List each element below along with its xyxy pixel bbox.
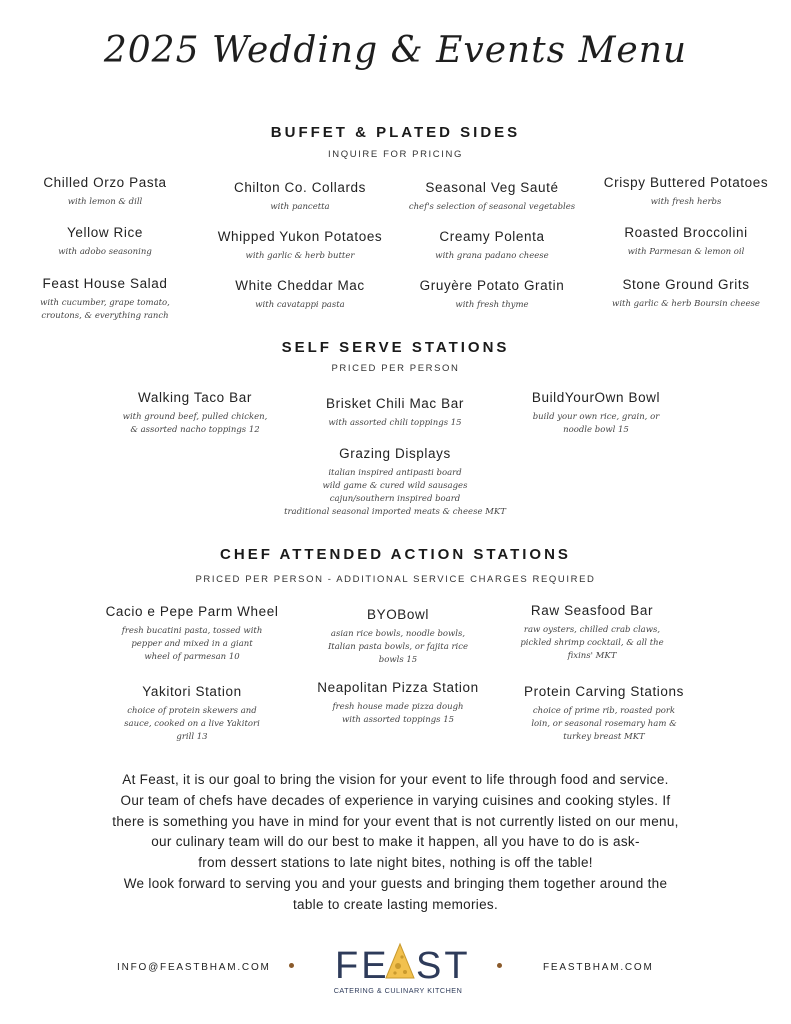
menu-item: [288, 680, 508, 727]
menu-item: [82, 604, 302, 664]
sides-subheading: INQUIRE FOR PRICING: [328, 149, 463, 160]
menu-item: [82, 684, 302, 744]
item-description: italian inspired antipasti board wild game & cured wild sausages cajun/southern inspired board traditional seasonal imported meats & cheese MKT: [284, 468, 506, 517]
menu-item: [482, 603, 702, 663]
item-description: fresh house made pizza dough with assorted toppings 15: [332, 702, 464, 725]
item-description: with grana padano cheese: [435, 251, 549, 261]
item-description: fresh bucatini pasta, tossed with pepper and mixed in a giant wheel of parmesan 10: [121, 626, 263, 662]
svg-text:CATERING & CULINARY KITCHEN: CATERING & CULINARY KITCHEN: [333, 986, 463, 995]
item-description: with garlic & herb butter: [245, 251, 355, 261]
item-name: Walking Taco Bar: [138, 390, 252, 405]
item-name: Yellow Rice: [67, 225, 143, 240]
item-name: Whipped Yukon Potatoes: [217, 229, 383, 244]
menu-item: [588, 175, 784, 209]
item-description: asian rice bowls, noodle bowls, Italian pasta bowls, or fajita rice bowls 15: [327, 629, 469, 665]
item-description: with fresh herbs: [650, 197, 722, 207]
bullet-dot-icon: [289, 963, 294, 968]
menu-item: [195, 180, 405, 214]
menu-item: [245, 446, 545, 519]
menu-item: [486, 390, 706, 437]
self-serve-subheading: PRICED PER PERSON: [331, 363, 460, 374]
menu-item: [392, 278, 592, 312]
item-description: choice of prime rib, roasted pork loin, or seasonal rosemary ham & turkey breast MKT: [531, 706, 677, 742]
item-name: Gruyère Potato Gratin: [419, 278, 565, 293]
item-name: BuildYourOwn Bowl: [531, 390, 661, 405]
item-name: Crispy Buttered Potatoes: [603, 175, 769, 190]
item-description: with garlic & herb Boursin cheese: [612, 299, 760, 309]
footer-website[interactable]: FEASTBHAM.COM: [543, 962, 654, 973]
menu-item: [85, 390, 305, 437]
footer-email[interactable]: INFO@FEASTBHAM.COM: [117, 962, 271, 973]
item-name: Yakitori Station: [142, 684, 242, 699]
item-description: with adobo seasoning: [58, 247, 152, 257]
menu-item: [12, 276, 198, 323]
menu-item: [12, 225, 198, 259]
item-description: with ground beef, pulled chicken, & assorted nacho toppings 12: [122, 412, 268, 435]
closing-paragraph: At Feast, it is our goal to bring the vision for your event to life through food and service. Our team of chefs have decades of experience in varying cuisines and cooking styles. If there is something you have in mind for your event that is not currently listed on our menu, our culinary team will do our best to make it happen, all you have to do is ask- from dessert stations to late night bites, nothing is off the table! We look forward to serving you and your guests and bringing them together around the table to create lasting memories.: [112, 772, 679, 912]
item-name: BYOBowl: [367, 607, 429, 622]
item-name: Chilled Orzo Pasta: [43, 175, 167, 190]
item-name: White Cheddar Mac: [235, 278, 365, 293]
item-name: Protein Carving Stations: [524, 684, 684, 699]
item-description: with pancetta: [270, 202, 330, 212]
menu-item: [494, 684, 714, 744]
item-name: Chilton Co. Collards: [233, 180, 367, 195]
item-name: Raw Seasfood Bar: [530, 603, 654, 618]
item-name: Brisket Chili Mac Bar: [326, 396, 464, 411]
feast-logo-graphic: [318, 940, 478, 1000]
item-name: Creamy Polenta: [439, 229, 545, 244]
menu-item: [588, 277, 784, 311]
item-description: build your own rice, grain, or noodle bowl 15: [532, 412, 660, 435]
menu-item: [195, 229, 405, 263]
feast-logo: [318, 940, 478, 1000]
cheese-icon: [386, 944, 414, 978]
menu-item: [588, 225, 784, 259]
menu-item: [392, 229, 592, 263]
item-name: Grazing Displays: [339, 446, 451, 461]
menu-item: [288, 607, 508, 667]
item-name: Seasonal Veg Sauté: [425, 180, 559, 195]
item-description: with fresh thyme: [455, 300, 529, 310]
item-description: with cucumber, grape tomato, croutons, & everything ranch: [40, 298, 170, 321]
menu-item: [195, 278, 405, 312]
item-name: Roasted Broccolini: [624, 225, 748, 240]
item-description: with cavatappi pasta: [255, 300, 345, 310]
item-description: with Parmesan & lemon oil: [627, 247, 745, 257]
item-description: raw oysters, chilled crab claws, pickled shrimp cocktail, & all the fixins' MKT: [520, 625, 664, 661]
bullet-dot-icon: [497, 963, 502, 968]
action-stations-subheading: PRICED PER PERSON - ADDITIONAL SERVICE CHARGES REQUIRED: [195, 574, 596, 585]
item-name: Cacio e Pepe Parm Wheel: [105, 604, 279, 619]
action-stations-heading: CHEF ATTENDED ACTION STATIONS: [220, 546, 571, 563]
item-description: with lemon & dill: [67, 197, 143, 207]
menu-item: [12, 175, 198, 209]
item-name: Feast House Salad: [42, 276, 168, 291]
svg-text:ST: ST: [416, 945, 471, 987]
sides-heading: BUFFET & PLATED SIDES: [270, 124, 521, 141]
menu-item: [285, 396, 505, 430]
item-name: Neapolitan Pizza Station: [317, 680, 479, 695]
item-description: chef's selection of seasonal vegetables: [408, 202, 576, 212]
self-serve-heading: SELF SERVE STATIONS: [281, 339, 510, 356]
item-description: choice of protein skewers and sauce, cooked on a live Yakitori grill 13: [124, 706, 260, 742]
menu-title: 2025 Wedding & Events Menu: [103, 30, 688, 71]
item-name: Stone Ground Grits: [622, 277, 750, 292]
svg-text:FE: FE: [335, 945, 390, 987]
item-description: with assorted chili toppings 15: [328, 418, 462, 428]
menu-item: [392, 180, 592, 214]
